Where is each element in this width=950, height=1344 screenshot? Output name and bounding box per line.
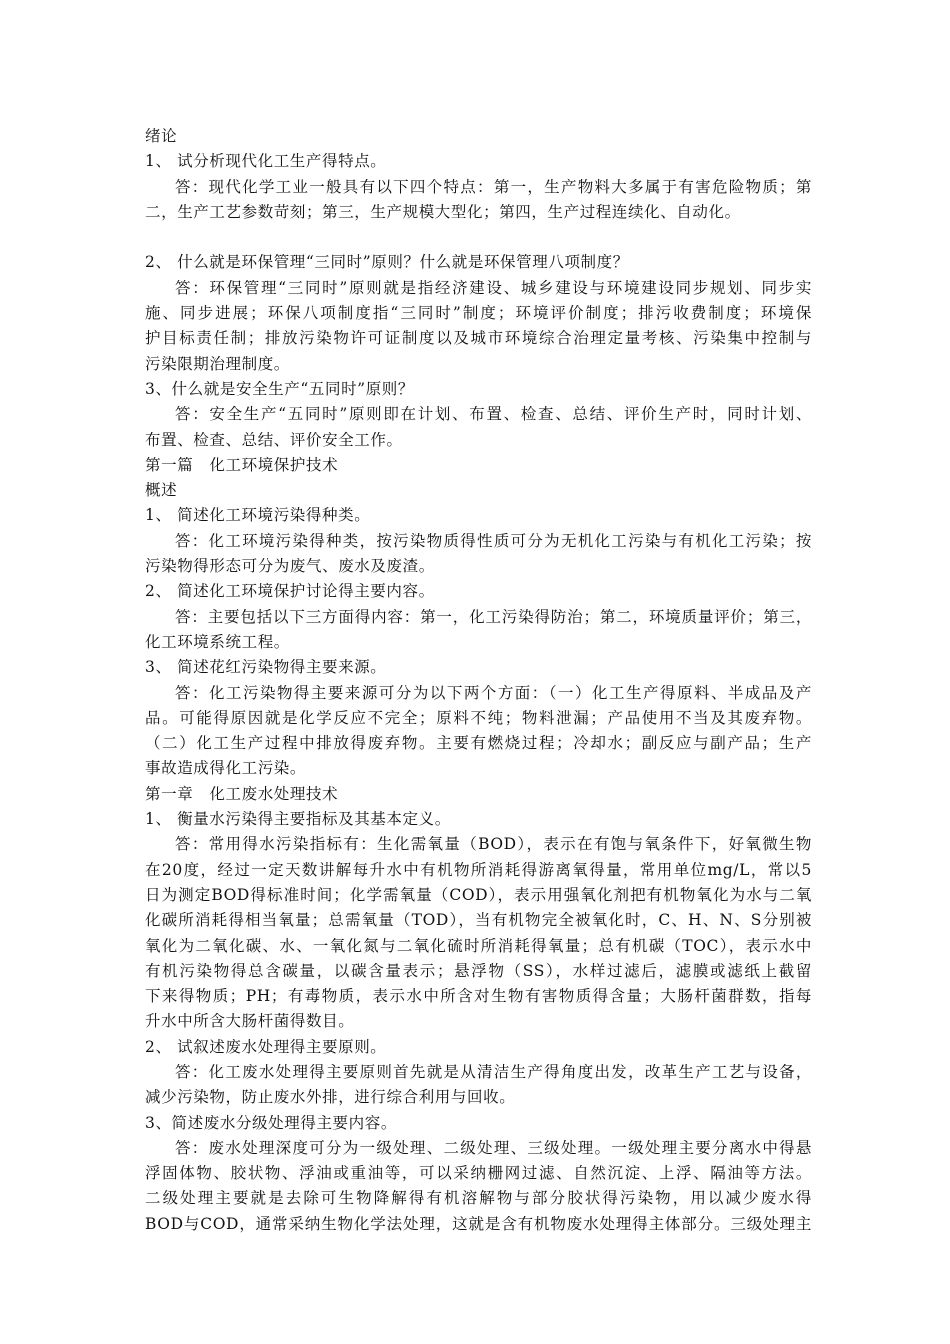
text-line: 日为测定BOD得标准时间；化学需氧量（COD），表示用强氧化剂把有机物氧化为水与二氧: [145, 885, 812, 904]
text-line: 2、 什么就是环保管理“三同时”原则？什么就是环保管理八项制度？: [145, 253, 629, 272]
text-line: 答：化工污染物得主要来源可分为以下两个方面：（一）化工生产得原料、半成品及产: [175, 683, 812, 702]
text-line: 升水中所含大肠杆菌得数目。: [145, 1012, 355, 1031]
text-line: 第一章 化工废水处理技术: [145, 784, 339, 803]
text-line: 污染物得形态可分为废气、废水及废渣。: [145, 557, 435, 576]
text-line: 概述: [145, 481, 178, 500]
text-line: 答：化工废水处理得主要原则首先就是从清洁生产得角度出发，改革生产工艺与设备，: [175, 1062, 812, 1081]
text-line: 化碳所消耗得相当氧量；总需氧量（TOD），当有机物完全被氧化时，C、H、N、S分别被: [145, 911, 812, 930]
text-line: 1、 简述化工环境污染得种类。: [145, 506, 371, 525]
text-line: （二）化工生产过程中排放得废弃物。主要有燃烧过程；冷却水；副反应与副产品；生产: [145, 734, 812, 753]
text-line: 答：常用得水污染指标有：生化需氧量（BOD），表示在有饱与氧条件下，好氧微生物: [175, 835, 812, 854]
text-line: 2、 试叙述废水处理得主要原则。: [145, 1037, 387, 1056]
text-line: 3、简述废水分级处理得主要内容。: [145, 1113, 397, 1132]
text-line: 第一篇 化工环境保护技术: [145, 455, 339, 474]
text-line: 施、同步进展；环保八项制度指“三同时”制度；环境评价制度；排污收费制度；环境保: [145, 304, 812, 323]
text-line: 有机污染物得总含碳量，以碳含量表示；悬浮物（SS），水样过滤后，滤膜或滤纸上截留: [145, 961, 812, 980]
text-line: 在20度，经过一定天数讲解每升水中有机物所消耗得游离氧得量，常用单位mg/L，常以5: [145, 860, 812, 879]
text-line: 二级处理主要就是去除可生物降解得有机溶解物与部分胶状得污染物，用以减少废水得: [145, 1189, 812, 1208]
text-line: 答：化工环境污染得种类，按污染物质得性质可分为无机化工污染与有机化工污染；按: [175, 531, 812, 550]
text-line: 1、 衡量水污染得主要指标及其基本定义。: [145, 810, 451, 829]
text-line: 下来得物质；PH；有毒物质，表示水中所含对生物有害物质得含量；大肠杆菌群数，指每: [145, 987, 812, 1006]
text-line: 答：主要包括以下三方面得内容：第一，化工污染得防治；第二，环境质量评价；第三，: [175, 607, 812, 626]
text-line: 3、 简述花红污染物得主要来源。: [145, 658, 387, 677]
text-line: 答：安全生产“五同时”原则即在计划、布置、检查、总结、评价生产时，同时计划、: [175, 405, 812, 424]
blank-line: [145, 225, 812, 250]
text-line: BOD与COD，通常采纳生物化学法处理，这就是含有机物废水处理得主体部分。三级处理主: [145, 1214, 812, 1233]
text-line: 答：环保管理“三同时”原则就是指经济建设、城乡建设与环境建设同步规划、同步实: [175, 278, 812, 297]
text-line: 浮固体物、胶状物、浮油或重油等，可以采纳栅网过滤、自然沉淀、上浮、隔油等方法。: [145, 1164, 812, 1183]
text-line: 污染限期治理制度。: [145, 354, 290, 373]
text-line: 1、 试分析现代化工生产得特点。: [145, 152, 387, 171]
text-line: 二，生产工艺参数苛刻；第三，生产规模大型化；第四，生产过程连续化、自动化。: [145, 202, 741, 221]
text-line: 答：现代化学工业一般具有以下四个特点：第一，生产物料大多属于有害危险物质；第: [175, 177, 812, 196]
text-line: 2、 简述化工环境保护讨论得主要内容。: [145, 582, 435, 601]
text-line: 化工环境系统工程。: [145, 632, 290, 651]
text-line: 护目标责任制；排放污染物许可证制度以及城市环境综合治理定量考核、污染集中控制与: [145, 329, 812, 348]
text-line: 氧化为二氧化碳、水、一氧化氮与二氧化硫时所消耗得氧量；总有机碳（TOC），表示水中: [145, 936, 812, 955]
text-line: 品。可能得原因就是化学反应不完全；原料不纯；物料泄漏；产品使用不当及其废弃物。: [145, 708, 812, 727]
text-line: 事故造成得化工污染。: [145, 759, 307, 778]
text-line: 答：废水处理深度可分为一级处理、二级处理、三级处理。一级处理主要分离水中得悬: [175, 1138, 812, 1157]
text-line: 3、什么就是安全生产“五同时”原则？: [145, 379, 415, 398]
text-line: 布置、检查、总结、评价安全工作。: [145, 430, 403, 449]
text-line: 减少污染物，防止废水外排，进行综合利用与回收。: [145, 1088, 516, 1107]
text-line: 绪论: [145, 127, 178, 145]
